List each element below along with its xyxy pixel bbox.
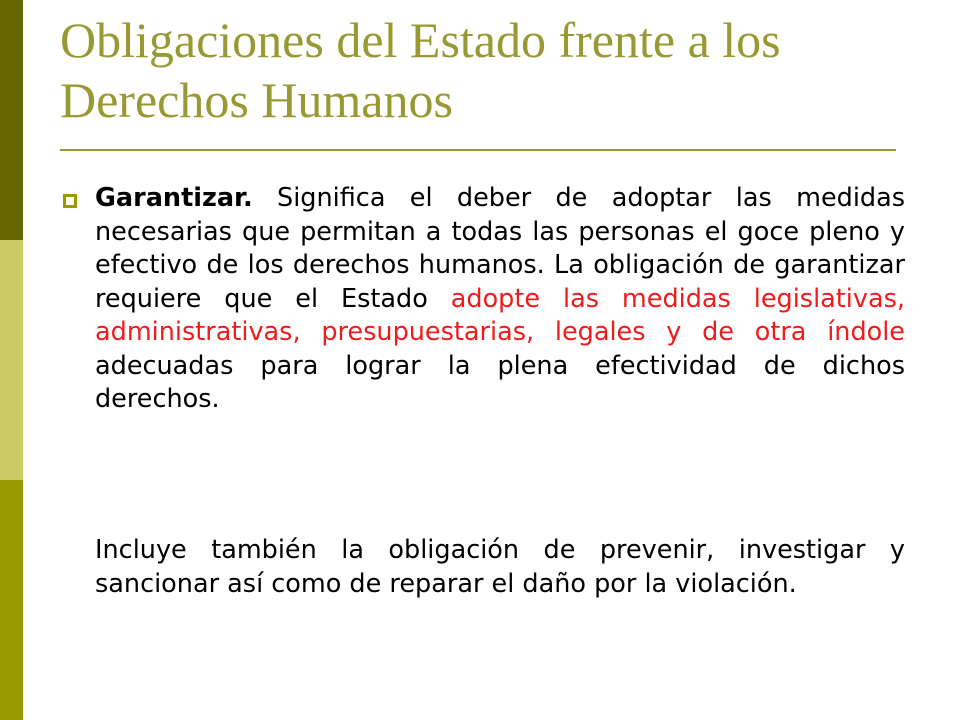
second-paragraph: Incluye también la obligación de prevenir, investigar y sancionar así como de reparar el daño por la violación. [95, 535, 905, 599]
slide-title: Obligaciones del Estado frente a los Derechos Humanos [60, 12, 781, 128]
bullet-paragraph [95, 182, 905, 417]
text-after-highlight: adecuadas para lograr la plena efectividad de dichos derechos. [95, 350, 905, 414]
accent-bar-bottom [0, 480, 23, 720]
highlighted-text: adopte las medidas legislativas, administrativas, presupuestarias, legales y de otra índole [95, 283, 905, 347]
title-divider [60, 149, 896, 151]
accent-bar-top [0, 0, 23, 240]
accent-bar-middle [0, 240, 23, 480]
square-bullet-icon [63, 194, 77, 208]
term-label: Garantizar. [95, 183, 253, 213]
text-before-highlight: Significa el deber de adoptar las medidas necesarias que permitan a todas las personas el goce pleno y efectivo de los derechos humanos. La obligación de garantizar requiere que el Estado [95, 183, 905, 314]
